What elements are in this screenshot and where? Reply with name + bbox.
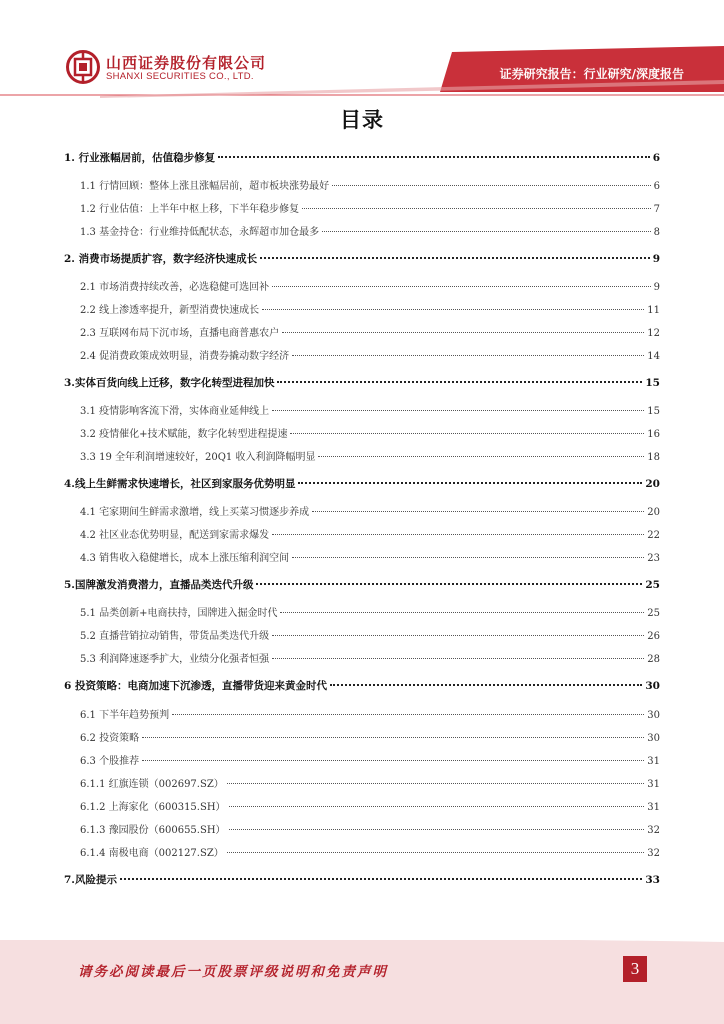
toc-subsection-entry[interactable] (80, 448, 660, 463)
toc-section-entry[interactable] (64, 251, 660, 266)
toc-section-entry[interactable] (64, 476, 660, 491)
toc-entry-page: 6 (653, 181, 660, 192)
toc-leader-dots (272, 534, 644, 535)
toc-leader-dots (318, 456, 644, 457)
toc-subsection-entry[interactable] (80, 278, 660, 293)
toc-section-entry[interactable] (64, 872, 660, 887)
toc-leader-dots (322, 231, 651, 232)
toc-entry-label: 3.1 疫情影响客流下滑，实体商业延伸线上 (80, 406, 270, 417)
toc-section-entry[interactable] (64, 150, 660, 165)
toc-entry-page: 23 (647, 553, 660, 564)
toc-entry-label: 5.1 品类创新+电商扶持，国牌进入掘金时代 (80, 608, 278, 619)
toc-entry-page: 32 (647, 825, 660, 836)
toc-subsection-entry[interactable] (80, 627, 660, 642)
toc-subsection-entry[interactable] (80, 706, 660, 721)
toc-entry-label: 4.线上生鲜需求快速增长，社区到家服务优势明显 (64, 478, 296, 490)
toc-leader-dots (262, 309, 644, 310)
toc-entry-label: 1. 行业涨幅居前，估值稳步修复 (64, 152, 216, 164)
toc-entry-page: 26 (647, 631, 660, 642)
toc-entry-label: 1.2 行业估值：上半年中枢上移，下半年稳步修复 (80, 204, 300, 215)
toc-entry-label: 7.风险提示 (64, 874, 117, 886)
toc-entry-page: 16 (647, 429, 660, 440)
toc-entry-page: 30 (647, 733, 660, 744)
toc-entry-page: 6 (652, 152, 660, 164)
toc-entry-label: 2.3 互联网布局下沉市场，直播电商普惠农户 (80, 328, 280, 339)
toc-leader-dots (272, 410, 644, 411)
toc-subsection-entry[interactable] (80, 177, 660, 192)
toc-entry-page: 9 (653, 282, 660, 293)
toc-leader-dots (330, 684, 642, 686)
toc-leader-dots (227, 783, 644, 784)
toc-entry-label: 1.1 行情回顾：整体上涨且涨幅居前，超市板块涨势最好 (80, 181, 330, 192)
toc-leader-dots (229, 806, 645, 807)
toc-leader-dots (292, 355, 644, 356)
toc-entry-label: 6.1.4 南极电商（002127.SZ） (80, 848, 224, 859)
toc-entry-page: 20 (647, 507, 660, 518)
toc-leader-dots (272, 658, 644, 659)
toc-entry-label: 1.3 基金持仓：行业维持低配状态，永辉超市加仓最多 (80, 227, 320, 238)
toc-entry-label: 3.3 19 全年利润增速较好，20Q1 收入利润降幅明显 (80, 452, 316, 463)
toc-entry-page: 8 (653, 227, 660, 238)
toc-subsection-entry[interactable] (80, 604, 660, 619)
toc-leader-dots (272, 635, 644, 636)
toc-leader-dots (312, 511, 644, 512)
page-title: 目录 (340, 108, 384, 132)
toc-subsection-entry[interactable] (80, 752, 660, 767)
toc-subsection-entry[interactable] (80, 402, 660, 417)
toc-entry-page: 30 (645, 680, 660, 692)
toc-section-entry[interactable] (64, 577, 660, 592)
toc-entry-page: 32 (647, 848, 660, 859)
toc-entry-label: 4.2 社区业态优势明显，配送到家需求爆发 (80, 530, 270, 541)
toc-entry-page: 7 (653, 204, 660, 215)
toc-entry-page: 14 (647, 351, 660, 362)
toc-leader-dots (120, 878, 642, 880)
toc-subsection-entry[interactable] (80, 729, 660, 744)
toc-subsection-entry[interactable] (80, 821, 660, 836)
toc-entry-page: 18 (647, 452, 660, 463)
toc-subsection-entry[interactable] (80, 223, 660, 238)
toc-subsection-entry[interactable] (80, 200, 660, 215)
toc-entry-page: 28 (647, 654, 660, 665)
toc-leader-dots (172, 714, 644, 715)
toc-entry-page: 22 (647, 530, 660, 541)
toc-entry-label: 2. 消费市场提质扩容，数字经济快速成长 (64, 253, 258, 265)
toc-leader-dots (227, 852, 644, 853)
toc-section-entry[interactable] (64, 375, 660, 390)
toc-leader-dots (332, 185, 651, 186)
toc-subsection-entry[interactable] (80, 650, 660, 665)
company-name-en: SHANXI SECURITIES CO., LTD. (106, 71, 254, 82)
toc-subsection-entry[interactable] (80, 347, 660, 362)
toc-entry-page: 12 (647, 328, 660, 339)
toc-entry-label: 4.3 销售收入稳健增长，成本上涨压缩利润空间 (80, 553, 290, 564)
toc-entry-label: 3.实体百货向线上迁移，数字化转型进程加快 (64, 377, 275, 389)
report-type-label: 证券研究报告：行业研究/深度报告 (499, 67, 684, 81)
toc-leader-dots (277, 381, 642, 383)
company-name-cn: 山西证券股份有限公司 (106, 54, 267, 72)
toc-entry-label: 6.3 个股推荐 (80, 756, 140, 767)
toc-leader-dots (142, 737, 644, 738)
toc-subsection-entry[interactable] (80, 798, 660, 813)
toc-entry-label: 6.2 投资策略 (80, 733, 140, 744)
toc-leader-dots (142, 760, 644, 761)
footer-band (0, 940, 724, 1024)
toc-section-entry[interactable] (64, 678, 660, 693)
toc-entry-label: 6.1.3 豫园股份（600655.SH） (80, 825, 226, 836)
toc-subsection-entry[interactable] (80, 549, 660, 564)
toc-entry-label: 4.1 宅家期间生鲜需求激增，线上买菜习惯逐步养成 (80, 507, 310, 518)
toc-entry-label: 3.2 疫情催化+技术赋能，数字化转型进程提速 (80, 429, 288, 440)
toc-subsection-entry[interactable] (80, 526, 660, 541)
toc-entry-page: 30 (647, 710, 660, 721)
toc-entry-label: 5.2 直播营销拉动销售，带货品类迭代升级 (80, 631, 270, 642)
toc-leader-dots (280, 612, 644, 613)
toc-subsection-entry[interactable] (80, 324, 660, 339)
toc-entry-label: 2.2 线上渗透率提升，新型消费快速成长 (80, 305, 260, 316)
toc-subsection-entry[interactable] (80, 503, 660, 518)
toc-leader-dots (229, 829, 645, 830)
toc-entry-label: 6.1.1 红旗连锁（002697.SZ） (80, 779, 224, 790)
toc-leader-dots (290, 433, 644, 434)
toc-subsection-entry[interactable] (80, 301, 660, 316)
toc-entry-label: 2.1 市场消费持续改善，必选稳健可选回补 (80, 282, 270, 293)
toc-entry-page: 31 (647, 779, 660, 790)
toc-leader-dots (272, 286, 651, 287)
toc-entry-page: 25 (647, 608, 660, 619)
toc-entry-page: 31 (647, 756, 660, 767)
toc-entry-label: 5.3 利润降速逐季扩大，业绩分化强者恒强 (80, 654, 270, 665)
toc-leader-dots (302, 208, 651, 209)
page-number: 3 (623, 956, 647, 982)
toc-entry-page: 31 (647, 802, 660, 813)
toc-entry-page: 11 (647, 305, 660, 316)
toc-subsection-entry[interactable] (80, 844, 660, 859)
toc-subsection-entry[interactable] (80, 775, 660, 790)
toc-leader-dots (298, 482, 642, 484)
toc-entry-label: 6 投资策略：电商加速下沉渗透，直播带货迎来黄金时代 (64, 680, 327, 692)
toc-entry-label: 5.国牌激发消费潜力，直播品类迭代升级 (64, 579, 254, 591)
toc-entry-label: 6.1 下半年趋势预判 (80, 710, 170, 721)
toc-leader-dots (292, 557, 644, 558)
toc-entry-page: 9 (652, 253, 660, 265)
disclaimer-text: 请务必阅读最后一页股票评级说明和免责声明 (78, 964, 388, 980)
toc-leader-dots (282, 332, 644, 333)
toc-entry-label: 6.1.2 上海家化（600315.SH） (80, 802, 226, 813)
toc-entry-page: 20 (645, 478, 660, 490)
toc-leader-dots (260, 257, 650, 259)
toc-entry-label: 2.4 促消费政策成效明显，消费券撬动数字经济 (80, 351, 290, 362)
toc-entry-page: 15 (645, 377, 660, 389)
toc-entry-page: 15 (647, 406, 660, 417)
toc-entry-page: 25 (645, 579, 660, 591)
toc-leader-dots (256, 583, 642, 585)
toc-entry-page: 33 (645, 874, 660, 886)
toc-subsection-entry[interactable] (80, 425, 660, 440)
toc-leader-dots (218, 156, 650, 158)
